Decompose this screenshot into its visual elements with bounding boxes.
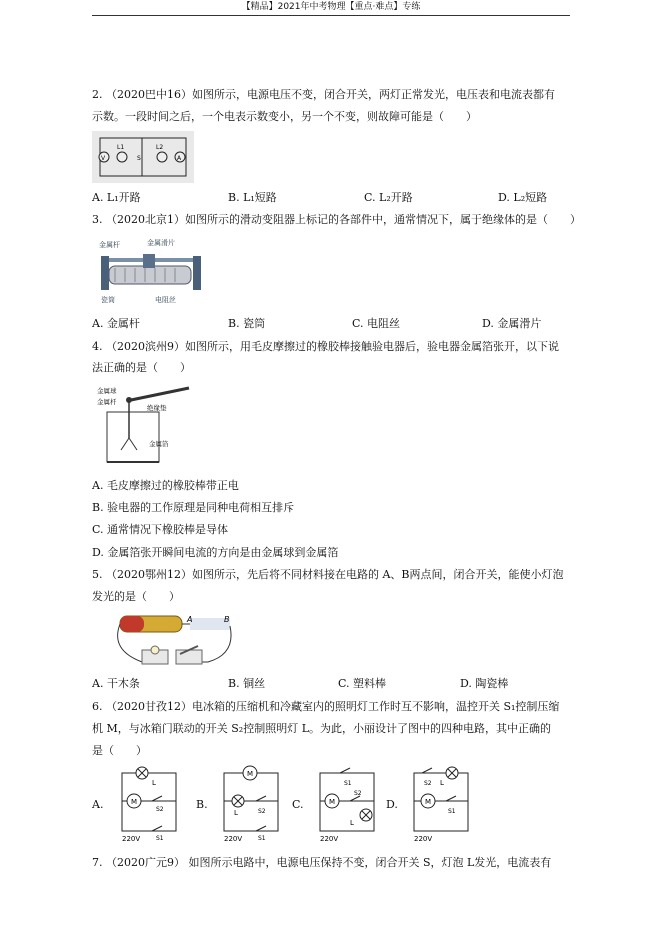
page-header: 【精品】2021年中考物理【重点·难点】专练	[92, 0, 570, 16]
q3-rod-label: 金属杆	[99, 241, 120, 249]
q3-stem-line1: 3. （2020北京1）如图所示的滑动变阻器上标记的各部件中，通常情况下，属于绝缘体的是（ ）	[92, 213, 581, 226]
figure-label: S1	[344, 780, 352, 787]
figure-label: 220V	[414, 835, 433, 843]
figure-label: S1	[448, 808, 456, 815]
q2-option-c: C. L₂开路	[364, 191, 413, 204]
q4-foil-label: 金属箔	[149, 440, 169, 448]
figure-label: 220V	[320, 835, 339, 843]
q7-stem-line1: 7. （2020广元9） 如图所示电路中，电源电压保持不变，闭合开关 S，灯泡 L发光，电流表有	[92, 856, 552, 869]
q2-stem-line1: 2. （2020巴中16）如图所示，电源电压不变，闭合开关，两灯正常发光，电压表和电流表都有	[92, 88, 555, 101]
q4-pad-label: 绝缘垫	[147, 404, 167, 412]
figure-label: S2	[354, 790, 362, 797]
figure-label: M	[131, 798, 138, 806]
q2-l2-label: L2	[156, 144, 164, 151]
q6-circuit-c	[310, 763, 382, 845]
q3-slider-label: 金属滑片	[147, 239, 175, 247]
q2-stem-line2: 示数。一段时间之后，一个电表示数变小，另一个不变，则故障可能是（ ）	[92, 110, 477, 123]
q6-stem-line3: 是（ ）	[92, 744, 147, 757]
q6-circuit-c-letter: C.	[292, 798, 304, 811]
figure-label: M	[425, 798, 432, 806]
figure-label: L	[440, 779, 444, 787]
q4-electroscope-figure	[95, 384, 195, 466]
q6-circuit-b	[214, 763, 286, 845]
q4-stem-line2: 法正确的是（ ）	[92, 361, 191, 374]
q3-rheostat-figure	[95, 236, 207, 306]
q2-ammeter-label: A	[177, 155, 182, 162]
q6-stem-line2: 机 M，与冰箱门联动的开关 S₂控制照明灯 L。为此，小丽设计了图中的四种电路，其中正确的	[92, 722, 552, 735]
q2-option-b: B. L₁短路	[228, 191, 277, 204]
q6-circuit-a-letter: A.	[92, 798, 104, 811]
figure-label: 220V	[224, 835, 243, 843]
q5-stem-line1: 5. （2020鄂州12）如图所示，先后将不同材料接在电路的 A、B两点间，闭合开关，能使小灯泡	[92, 568, 564, 581]
q5-option-d: D. 陶瓷棒	[460, 677, 509, 690]
q4-stem-line1: 4. （2020滨州9）如图所示，用毛皮摩擦过的橡胶棒接触验电器后，验电器金属箔张开，以下说	[92, 340, 559, 353]
q6-circuit-d	[404, 763, 476, 845]
q5-option-b: B. 铜丝	[228, 677, 266, 690]
q3-option-b: B. 瓷筒	[228, 317, 266, 330]
q5-point-b-label: B	[224, 615, 230, 624]
q2-voltmeter-label: V	[101, 155, 106, 162]
figure-label: S1	[156, 835, 164, 842]
q2-option-d: D. L₂短路	[498, 191, 548, 204]
figure-label: S2	[424, 780, 432, 787]
q3-tube-label: 瓷筒	[101, 296, 115, 304]
q4-rod-label: 金属杆	[97, 398, 117, 406]
q3-option-c: C. 电阻丝	[352, 317, 401, 330]
q4-option-a: A. 毛皮摩擦过的橡胶棒带正电	[92, 479, 239, 492]
q3-option-d: D. 金属滑片	[482, 317, 542, 330]
q4-option-d: D. 金属箔张开瞬间电流的方向是由金属球到金属箔	[92, 546, 339, 559]
q5-circuit-figure	[112, 610, 236, 670]
figure-label: S2	[156, 806, 164, 813]
figure-label: M	[329, 798, 336, 806]
q2-circuit-figure	[92, 131, 194, 183]
q5-stem-line2: 发光的是（ ）	[92, 590, 180, 603]
q6-circuit-a	[112, 763, 184, 845]
q3-wire-label: 电阻丝	[155, 296, 176, 304]
q2-option-a: A. L₁开路	[92, 191, 141, 204]
figure-label: S1	[258, 835, 266, 842]
q3-option-a: A. 金属杆	[92, 317, 140, 330]
q4-option-c: C. 通常情况下橡胶棒是导体	[92, 523, 229, 536]
q4-option-b: B. 验电器的工作原理是同种电荷相互排斥	[92, 501, 295, 514]
q5-option-c: C. 塑料棒	[338, 677, 387, 690]
figure-label: L	[350, 819, 354, 827]
figure-label: L	[234, 809, 238, 817]
q2-l1-label: L1	[117, 144, 125, 151]
q6-circuit-b-letter: B.	[196, 798, 208, 811]
figure-label: L	[152, 779, 156, 787]
q5-option-a: A. 干木条	[92, 677, 140, 690]
q6-stem-line1: 6. （2020甘孜12）电冰箱的压缩机和冷藏室内的照明灯工作时互不影响，温控开关 S₁控制压缩	[92, 700, 560, 713]
q2-switch-label: S	[137, 155, 141, 162]
figure-label: M	[247, 770, 254, 778]
q5-point-a-label: A	[187, 615, 193, 624]
figure-label: S2	[258, 808, 266, 815]
q4-ball-label: 金属球	[97, 387, 117, 395]
q6-circuit-d-letter: D.	[386, 798, 398, 811]
figure-label: 220V	[122, 835, 141, 843]
